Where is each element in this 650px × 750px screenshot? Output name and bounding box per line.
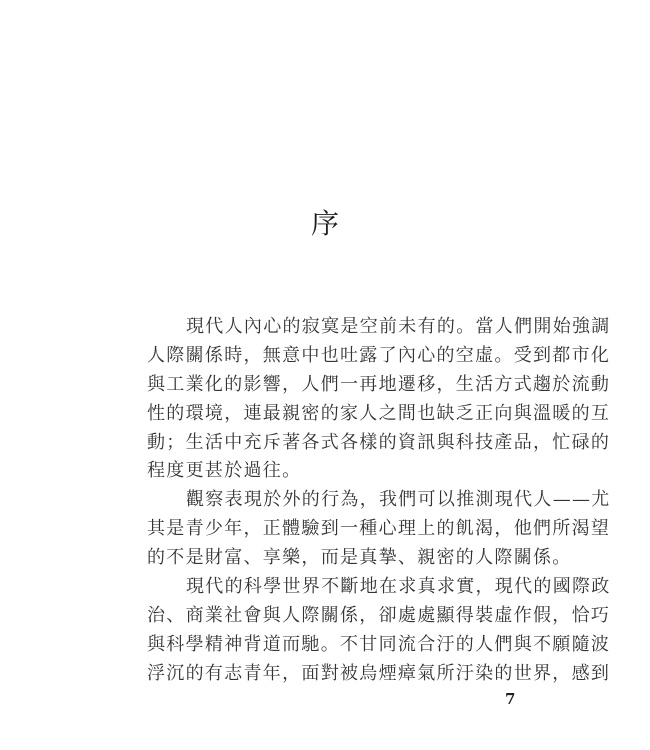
paragraph-2 — [147, 486, 611, 573]
text-line: 性的環境，連最親密的家人之間也缺乏正向與溫暖的互 — [147, 402, 611, 424]
chapter-title: 序 — [310, 207, 339, 240]
text-line: 與工業化的影響，人們一再地遷移，生活方式趨於流動 — [147, 373, 611, 395]
text-line: 其是青少年，正體驗到一種心理上的飢渴，他們所渴望 — [147, 518, 611, 540]
text-line: 治、商業社會與人際關係，卻處處顯得裝虛作假，恰巧 — [147, 604, 611, 626]
text-line: 人際關係時，無意中也吐露了內心的空虛。受到都市化 — [147, 344, 611, 366]
page-number: 7 — [505, 690, 516, 708]
text-line: 觀察表現於外的行為，我們可以推測現代人——尤 — [186, 489, 611, 511]
text-line: 現代的科學世界不斷地在求真求實，現代的國際政 — [186, 576, 611, 598]
text-line: 浮沉的有志青年，面對被烏煙瘴氣所汙染的世界，感到 — [147, 662, 611, 684]
text-line: 的不是財富、享樂，而是真摯、親密的人際關係。 — [147, 547, 572, 569]
text-line: 動；生活中充斥著各式各樣的資訊與科技產品，忙碌的 — [147, 431, 611, 453]
body-text — [147, 313, 611, 689]
text-line: 現代人內心的寂寞是空前未有的。當人們開始強調 — [186, 316, 611, 337]
text-line: 程度更甚於過往。 — [147, 460, 302, 482]
paragraph-1 — [147, 313, 611, 486]
text-line: 與科學精神背道而馳。不甘同流合汙的人們與不願隨波 — [147, 633, 611, 655]
paragraph-3 — [147, 573, 611, 689]
